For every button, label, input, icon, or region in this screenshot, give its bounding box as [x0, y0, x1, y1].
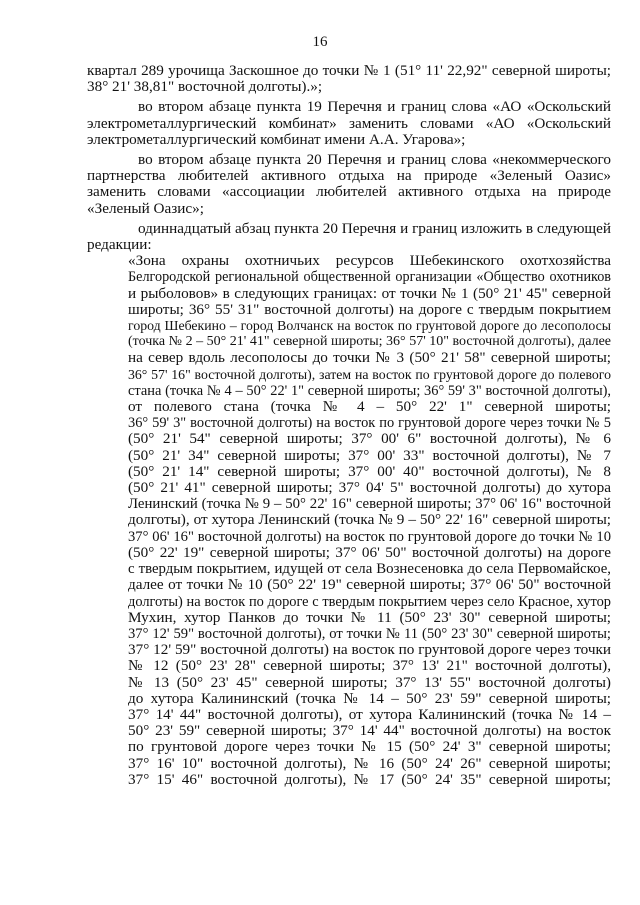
zone-text-line: 37° 12' 59" восточной долготы), от точки № 11 (50° 23' 30" северной широты; [128, 625, 611, 642]
zone-text-line: (50° 21' 34" северной широты; 37° 00' 33" восточной долготы), № 7 [128, 446, 611, 464]
document-body [87, 63, 611, 792]
zone-text-line: город Шебекино – город Волчанск на восток по грунтовой дороге до лесополосы [128, 318, 611, 334]
zone-text-line: Белгородской региональной общественной организации «Общество охотников [128, 269, 611, 286]
zone-text-line: на север вдоль лесополосы до точки № 3 (50° 21' 58" северной широты; [128, 349, 611, 367]
zone-text-line: (50° 21' 14" северной широты; 37° 00' 40" восточной долготы), № 8 [128, 462, 611, 480]
zone-text-line: широты; 36° 55' 31" восточной долготы) на дороге с твердым покрытием [128, 300, 611, 318]
zone-text-line: по грунтовой дороге через точки № 15 (50° 24' 3" северной широты; [128, 738, 611, 756]
zone-text-line: до хутора Калининский (точка № 14 – 50° 23' 59" северной широты; [128, 689, 611, 707]
paragraph-protection-zone [87, 253, 611, 788]
zone-text-line: «Зона охраны охотничьих ресурсов Шебекинского охотхозяйства [128, 252, 611, 270]
zone-text-line: стана (точка № 4 – 50° 22' 1" северной широты; 36° 59' 3" восточной долготы), [128, 382, 611, 399]
zone-text-line: 36° 57' 16" восточной долготы), затем на восток по грунтовой дороге до полевого [128, 366, 611, 382]
zone-text-line: Мухин, хутор Панков до точки № 11 (50° 23' 30" северной широты; [128, 608, 611, 626]
zone-text-line: (точка № 2 – 50° 21' 41" северной широты; 36° 57' 10" восточной долготы), далее [128, 334, 611, 350]
zone-text-line: долготы), от хутора Ленинский (точка № 9 – 50° 22' 16" северной широты; [128, 511, 611, 529]
zone-text-line: 37° 12' 59" восточной долготы) на восток по грунтовой дороге через точки [128, 641, 611, 659]
zone-text-line: Ленинский (точка № 9 – 50° 22' 16" северной широты; 37° 06' 16" восточной [128, 496, 611, 513]
paragraph-item-20-new-wording: одиннадцатый абзац пункта 20 Перечня и границ изложить в следующей редакции: [87, 219, 611, 254]
zone-text-line: 36° 59' 3" восточной долготы) на восток по грунтовой дороге через точки № 5 [128, 415, 611, 432]
zone-text-line: от полевого стана (точка № 4 – 50° 22' 1" северной широты; [128, 398, 611, 416]
paragraph-item-19-amendment: во втором абзаце пункта 19 Перечня и границ слова «АО «Оскольский электрометаллургический комбинат» заменить словами «АО «Оскольский электрометаллургический комбинат имени А.А. Угарова»; [87, 98, 611, 148]
paragraph-item-20-amendment: во втором абзаце пункта 20 Перечня и границ слова «некоммерческого партнерства любителей активного отдыха на природе «Зеленый Оазис» заменить словами «ассоциации любителей активного отдыха на природе «Зеленый Оазис»; [87, 151, 611, 217]
zone-text-line: № 13 (50° 23' 45" северной широты; 37° 13' 55" восточной долготы) [128, 673, 611, 691]
zone-text-line: с твердым покрытием, идущей от села Вознесеновка до села Первомайское, [128, 561, 611, 578]
paragraph-quarter-289: квартал 289 урочища Заскошное до точки № 1 (51° 11' 22,92" северной широты; 38° 21' 38,81" восточной долготы).»; [87, 62, 611, 96]
zone-text-line: далее от точки № 10 (50° 22' 19" северной широты; 37° 06' 50" восточной [128, 576, 611, 594]
zone-text-line: 37° 14' 44" восточной долготы), от хутора Калининский (точка № 14 – [128, 705, 611, 723]
zone-text-line: долготы) на восток по дороге с твердым покрытием через село Красное, хутор [128, 593, 611, 610]
page-number: 16 [312, 34, 328, 50]
zone-text-line: 50° 23' 59" северной широты; 37° 14' 44" восточной долготы) на восток [128, 722, 611, 740]
zone-text-line: 37° 15' 46" восточной долготы), № 17 (50° 24' 35" северной широты; [128, 770, 611, 788]
zone-text-line: (50° 21' 41" северной широты; 37° 04' 5" восточной долготы) до хутора [128, 479, 611, 497]
zone-text-line: 37° 16' 10" восточной долготы), № 16 (50° 24' 26" северной широты; [128, 754, 611, 772]
zone-text-line: 37° 06' 16" восточной долготы) на восток по грунтовой дороге до точки № 10 [128, 528, 611, 545]
zone-text-line: № 12 (50° 23' 28" северной широты; 37° 13' 21" восточной долготы), [128, 657, 611, 675]
zone-text-line: (50° 22' 19" северной широты; 37° 06' 50" восточной долготы) на дороге [128, 543, 611, 561]
zone-text-line: (50° 21' 54" северной широты; 37° 00' 6" восточной долготы), № 6 [128, 430, 611, 448]
zone-text-line: и рыболовов» в следующих границах: от точки № 1 (50° 21' 45" северной [128, 284, 611, 302]
